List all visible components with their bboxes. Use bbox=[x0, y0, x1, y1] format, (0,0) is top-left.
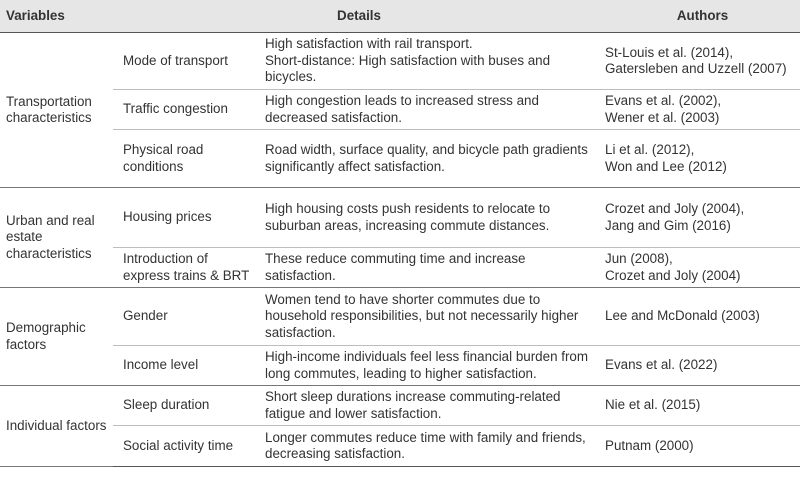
table-row bbox=[0, 426, 800, 467]
text-line: household responsibilities, but not necessarily higher bbox=[265, 308, 579, 324]
table-row bbox=[0, 130, 800, 188]
text-line: Evans et al. (2022) bbox=[605, 357, 718, 373]
subvariable-cell bbox=[113, 188, 257, 248]
details-cell bbox=[257, 248, 605, 288]
details-cell bbox=[257, 90, 605, 130]
table-row bbox=[0, 188, 800, 248]
variable-cell bbox=[0, 188, 113, 288]
table-body bbox=[0, 33, 800, 467]
variable-cell bbox=[0, 386, 113, 467]
text-line: bicycles. bbox=[265, 69, 317, 85]
table-row bbox=[0, 346, 800, 386]
text-line: Longer commutes reduce time with family and friends, bbox=[265, 429, 586, 445]
text-line: Evans et al. (2002), bbox=[605, 93, 722, 108]
text-line: Physical road bbox=[123, 142, 204, 157]
text-line: Road width, surface quality, and bicycle path gradients bbox=[265, 142, 588, 157]
text-line: Individual factors bbox=[6, 417, 107, 433]
header-variables: Variables bbox=[0, 0, 113, 33]
authors-cell bbox=[605, 90, 800, 130]
text-line: St-Louis et al. (2014), bbox=[605, 44, 734, 60]
text-line: Li et al. (2012), bbox=[605, 142, 695, 157]
text-line: High housing costs push residents to relocate to bbox=[265, 201, 551, 216]
text-line: Wener et al. (2003) bbox=[605, 109, 720, 125]
authors-cell bbox=[605, 248, 800, 288]
authors-cell bbox=[605, 188, 800, 248]
variable-cell bbox=[0, 33, 113, 188]
text-line: satisfaction. bbox=[265, 324, 336, 340]
details-cell bbox=[257, 188, 605, 248]
subvariable-cell bbox=[113, 248, 257, 288]
authors-cell bbox=[605, 426, 800, 467]
subvariable-cell bbox=[113, 288, 257, 346]
table-row bbox=[0, 33, 800, 90]
text-line: High-income individuals feel less financial burden from bbox=[265, 349, 589, 364]
subvariable-cell bbox=[113, 426, 257, 467]
text-line: express trains & BRT bbox=[123, 267, 250, 283]
details-cell bbox=[257, 288, 605, 346]
text-line: Short-distance: High satisfaction with buses and bbox=[265, 52, 551, 68]
header-row bbox=[0, 0, 800, 33]
table-row bbox=[0, 90, 800, 130]
details-cell bbox=[257, 346, 605, 386]
text-line: Jang and Gim (2016) bbox=[605, 217, 731, 233]
header-authors: Authors bbox=[605, 0, 800, 33]
text-line: High congestion leads to increased stress and bbox=[265, 93, 539, 108]
subvariable-cell bbox=[113, 33, 257, 90]
text-line: Income level bbox=[123, 357, 199, 373]
authors-cell bbox=[605, 130, 800, 188]
text-line: fatigue and lower satisfaction. bbox=[265, 405, 442, 421]
table-row bbox=[0, 386, 800, 426]
text-line: Women tend to have shorter commutes due to bbox=[265, 291, 541, 307]
text-line: Social activity time bbox=[123, 437, 234, 453]
text-line: long commutes, leading to higher satisfaction. bbox=[265, 365, 537, 381]
text-line: Crozet and Joly (2004) bbox=[605, 267, 741, 283]
details-cell bbox=[257, 386, 605, 426]
details-cell bbox=[257, 130, 605, 188]
text-line: Introduction of bbox=[123, 251, 208, 266]
text-line: Lee and McDonald (2003) bbox=[605, 308, 760, 324]
text-line: conditions bbox=[123, 158, 184, 174]
authors-cell bbox=[605, 346, 800, 386]
table-row bbox=[0, 248, 800, 288]
text-line: significantly affect satisfaction. bbox=[265, 158, 445, 174]
subvariable-cell bbox=[113, 130, 257, 188]
details-cell bbox=[257, 33, 605, 90]
authors-cell bbox=[605, 288, 800, 346]
text-line: estate bbox=[6, 229, 43, 245]
text-line: Sleep duration bbox=[123, 397, 210, 413]
text-line: Jun (2008), bbox=[605, 251, 673, 266]
text-line: decreased satisfaction. bbox=[265, 109, 402, 125]
authors-cell bbox=[605, 33, 800, 90]
text-line: factors bbox=[6, 336, 47, 352]
text-line: Crozet and Joly (2004), bbox=[605, 201, 745, 216]
subvariable-cell bbox=[113, 90, 257, 130]
text-line: Putnam (2000) bbox=[605, 437, 694, 453]
text-line: characteristics bbox=[6, 110, 92, 125]
authors-cell bbox=[605, 386, 800, 426]
text-line: Traffic congestion bbox=[123, 101, 228, 117]
text-line: decreasing satisfaction. bbox=[265, 446, 405, 461]
text-line: Gender bbox=[123, 308, 168, 324]
header-details: Details bbox=[113, 0, 605, 33]
text-line: characteristics bbox=[6, 245, 92, 261]
text-line: suburban areas, increasing commute distances. bbox=[265, 217, 550, 233]
text-line: Gatersleben and Uzzell (2007) bbox=[605, 61, 787, 76]
text-line: High satisfaction with rail transport. bbox=[265, 36, 473, 52]
text-line: Nie et al. (2015) bbox=[605, 397, 701, 413]
details-cell bbox=[257, 426, 605, 467]
text-line: Housing prices bbox=[123, 209, 212, 225]
text-line: Demographic bbox=[6, 320, 86, 335]
text-line: Mode of transport bbox=[123, 52, 228, 68]
table-row bbox=[0, 288, 800, 346]
text-line: satisfaction. bbox=[265, 267, 336, 283]
text-line: Won and Lee (2012) bbox=[605, 158, 727, 174]
text-line: Transportation bbox=[6, 93, 92, 109]
text-line: Urban and real bbox=[6, 212, 95, 228]
subvariable-cell bbox=[113, 386, 257, 426]
variable-cell bbox=[0, 288, 113, 386]
subvariable-cell bbox=[113, 346, 257, 386]
text-line: These reduce commuting time and increase bbox=[265, 251, 526, 266]
text-line: Short sleep durations increase commuting-related bbox=[265, 389, 561, 404]
